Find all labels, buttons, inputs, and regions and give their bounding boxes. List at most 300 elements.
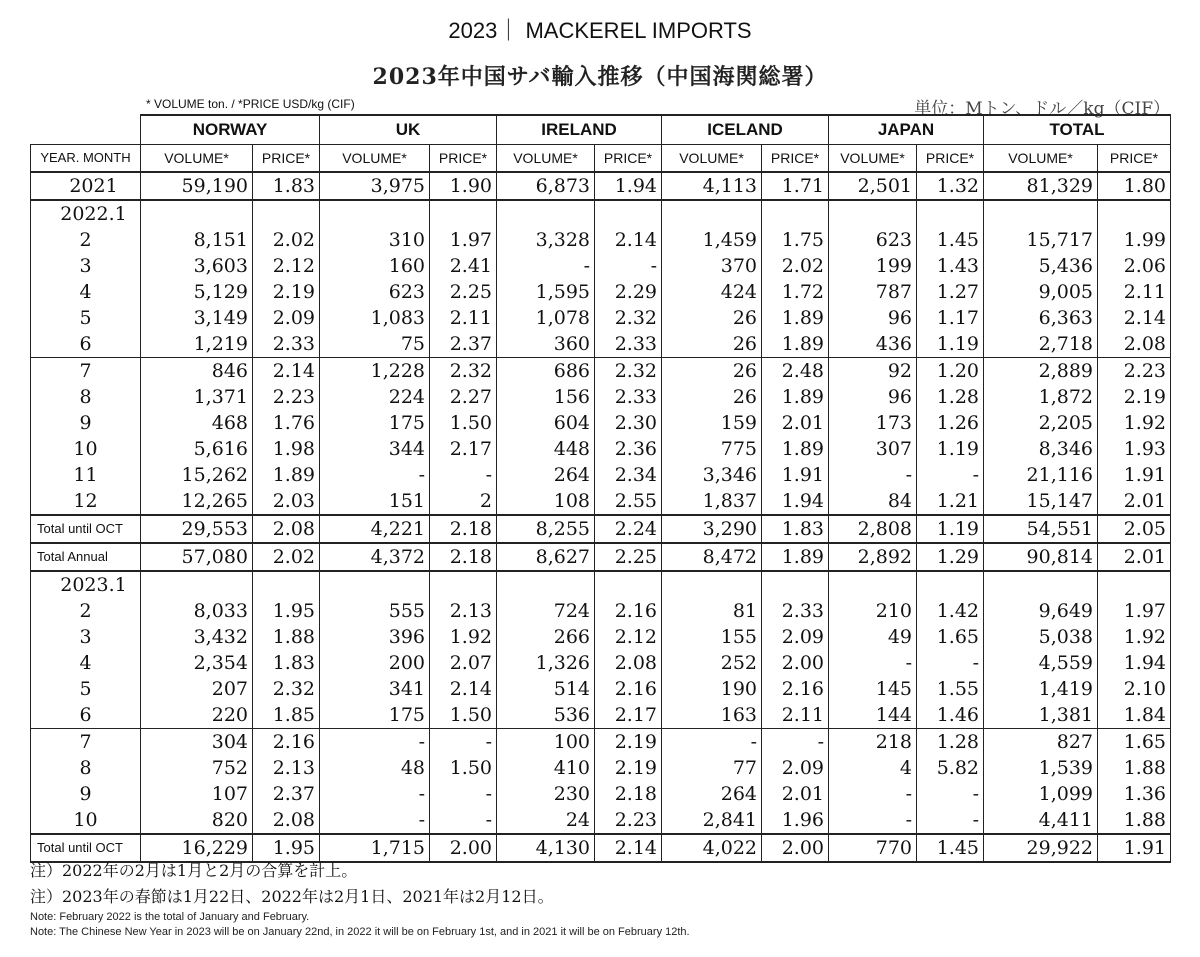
price-cell: 2.01 bbox=[762, 781, 829, 807]
volume-cell: 8,627 bbox=[497, 543, 595, 571]
price-cell: 1.20 bbox=[917, 358, 984, 385]
volume-cell: - bbox=[829, 650, 917, 676]
volume-cell: 252 bbox=[662, 650, 762, 676]
price-header: PRICE* bbox=[1098, 145, 1171, 173]
price-cell: 2.32 bbox=[430, 358, 497, 385]
year-month-cell: 2022.1 bbox=[31, 200, 141, 227]
price-cell: 2.32 bbox=[595, 358, 662, 385]
volume-cell: 12,265 bbox=[141, 488, 253, 515]
year-month-cell: 10 bbox=[31, 807, 141, 834]
volume-cell: 5,616 bbox=[141, 436, 253, 462]
year-month-cell: 3 bbox=[31, 253, 141, 279]
table-body bbox=[31, 172, 1171, 862]
price-cell: 2.07 bbox=[430, 650, 497, 676]
mackerel-imports-table bbox=[30, 114, 1171, 863]
volume-cell: 2,354 bbox=[141, 650, 253, 676]
price-cell: 1.21 bbox=[917, 488, 984, 515]
price-cell: 1.65 bbox=[917, 624, 984, 650]
volume-cell: 448 bbox=[497, 436, 595, 462]
country-header-japan: JAPAN bbox=[829, 115, 984, 145]
price-cell: 1.88 bbox=[253, 624, 320, 650]
price-cell: 2.01 bbox=[1098, 488, 1171, 515]
volume-header: VOLUME* bbox=[141, 145, 253, 173]
footnote-jp-2: 注）2023年の春節は1月22日、2022年は2月1日、2021年は2月12日。 bbox=[30, 887, 554, 906]
price-cell: 1.95 bbox=[253, 834, 320, 862]
volume-cell: 514 bbox=[497, 676, 595, 702]
volume-cell: 555 bbox=[320, 598, 430, 624]
volume-cell bbox=[662, 571, 762, 598]
volume-cell: 410 bbox=[497, 755, 595, 781]
volume-cell: 827 bbox=[984, 729, 1098, 756]
price-cell bbox=[253, 571, 320, 598]
volume-cell: 468 bbox=[141, 410, 253, 436]
price-cell: 2.16 bbox=[595, 598, 662, 624]
volume-cell: 787 bbox=[829, 279, 917, 305]
price-cell: 2.33 bbox=[762, 598, 829, 624]
year-month-cell: 4 bbox=[31, 650, 141, 676]
volume-cell: 199 bbox=[829, 253, 917, 279]
table-row bbox=[31, 305, 1171, 331]
price-cell: 1.46 bbox=[917, 702, 984, 729]
volume-cell: 4 bbox=[829, 755, 917, 781]
country-header-iceland: ICELAND bbox=[662, 115, 829, 145]
price-cell: 2.33 bbox=[595, 384, 662, 410]
country-header-ireland: IRELAND bbox=[497, 115, 662, 145]
column-header-row bbox=[31, 145, 1171, 173]
year-month-cell: 2023.1 bbox=[31, 571, 141, 598]
volume-cell: 4,372 bbox=[320, 543, 430, 571]
year-month-cell: 6 bbox=[31, 702, 141, 729]
table-row bbox=[31, 488, 1171, 515]
volume-cell: 3,432 bbox=[141, 624, 253, 650]
volume-cell: 536 bbox=[497, 702, 595, 729]
volume-cell: 846 bbox=[141, 358, 253, 385]
volume-cell: 48 bbox=[320, 755, 430, 781]
page-title: 2023｜ MACKEREL IMPORTS bbox=[448, 18, 752, 43]
price-cell: 1.84 bbox=[1098, 702, 1171, 729]
price-cell: 2.32 bbox=[595, 305, 662, 331]
volume-cell: 2,889 bbox=[984, 358, 1098, 385]
price-cell: 2.05 bbox=[1098, 515, 1171, 543]
table-row bbox=[31, 781, 1171, 807]
volume-cell: 770 bbox=[829, 834, 917, 862]
price-cell: 1.28 bbox=[917, 729, 984, 756]
price-cell: 1.32 bbox=[917, 172, 984, 200]
volume-cell: 4,113 bbox=[662, 172, 762, 200]
volume-header: VOLUME* bbox=[497, 145, 595, 173]
volume-cell: 310 bbox=[320, 227, 430, 253]
price-cell: 2.11 bbox=[1098, 279, 1171, 305]
country-header-total: TOTAL bbox=[984, 115, 1171, 145]
volume-cell: 2,205 bbox=[984, 410, 1098, 436]
price-cell: 5.82 bbox=[917, 755, 984, 781]
volume-cell: 26 bbox=[662, 358, 762, 385]
price-cell: 2.16 bbox=[253, 729, 320, 756]
volume-cell: 1,595 bbox=[497, 279, 595, 305]
price-cell: 1.97 bbox=[430, 227, 497, 253]
volume-header: VOLUME* bbox=[829, 145, 917, 173]
price-cell: 1.92 bbox=[1098, 624, 1171, 650]
year-month-header: YEAR. MONTH bbox=[31, 145, 141, 173]
price-cell: 2.17 bbox=[430, 436, 497, 462]
price-cell: 2.19 bbox=[1098, 384, 1171, 410]
price-cell: 1.91 bbox=[1098, 834, 1171, 862]
price-cell: 1.45 bbox=[917, 227, 984, 253]
volume-cell: 2,892 bbox=[829, 543, 917, 571]
price-cell: 1.96 bbox=[762, 807, 829, 834]
price-cell: - bbox=[430, 729, 497, 756]
year-month-cell: 8 bbox=[31, 755, 141, 781]
volume-cell: 9,649 bbox=[984, 598, 1098, 624]
price-cell: 1.91 bbox=[762, 462, 829, 488]
price-cell: 2.41 bbox=[430, 253, 497, 279]
volume-cell: 190 bbox=[662, 676, 762, 702]
volume-cell: 81,329 bbox=[984, 172, 1098, 200]
volume-cell: 424 bbox=[662, 279, 762, 305]
price-cell: 2.33 bbox=[253, 331, 320, 358]
volume-cell: 155 bbox=[662, 624, 762, 650]
volume-cell: 16,229 bbox=[141, 834, 253, 862]
price-cell: - bbox=[430, 462, 497, 488]
volume-cell: - bbox=[320, 807, 430, 834]
volume-cell: 96 bbox=[829, 384, 917, 410]
volume-cell: 724 bbox=[497, 598, 595, 624]
volume-cell: 3,975 bbox=[320, 172, 430, 200]
volume-cell: 1,099 bbox=[984, 781, 1098, 807]
country-header-uk: UK bbox=[320, 115, 497, 145]
price-header: PRICE* bbox=[595, 145, 662, 173]
price-cell: 1.50 bbox=[430, 410, 497, 436]
price-cell: 1.94 bbox=[762, 488, 829, 515]
volume-cell: 175 bbox=[320, 702, 430, 729]
volume-cell: 9,005 bbox=[984, 279, 1098, 305]
year-month-cell: 2021 bbox=[31, 172, 141, 200]
price-cell: 2.37 bbox=[253, 781, 320, 807]
table-row bbox=[31, 462, 1171, 488]
price-cell: 1.89 bbox=[762, 305, 829, 331]
price-cell: 2.13 bbox=[430, 598, 497, 624]
volume-header: VOLUME* bbox=[662, 145, 762, 173]
year-month-cell: 2 bbox=[31, 598, 141, 624]
table-row bbox=[31, 676, 1171, 702]
price-cell: 2.14 bbox=[430, 676, 497, 702]
price-cell: 2.33 bbox=[595, 331, 662, 358]
volume-cell bbox=[984, 200, 1098, 227]
volume-cell: 304 bbox=[141, 729, 253, 756]
volume-cell: 623 bbox=[829, 227, 917, 253]
price-cell: 2.14 bbox=[253, 358, 320, 385]
price-cell: 2.11 bbox=[430, 305, 497, 331]
volume-cell: 107 bbox=[141, 781, 253, 807]
price-cell: 1.88 bbox=[1098, 807, 1171, 834]
volume-cell: 1,837 bbox=[662, 488, 762, 515]
volume-cell: 1,381 bbox=[984, 702, 1098, 729]
volume-cell bbox=[662, 200, 762, 227]
price-cell: - bbox=[595, 253, 662, 279]
table-row bbox=[31, 384, 1171, 410]
price-cell: 2.12 bbox=[253, 253, 320, 279]
price-cell: 2.27 bbox=[430, 384, 497, 410]
volume-cell: 1,326 bbox=[497, 650, 595, 676]
country-header-norway: NORWAY bbox=[141, 115, 320, 145]
table-row bbox=[31, 200, 1171, 227]
year-month-cell: 2 bbox=[31, 227, 141, 253]
price-cell: 2.13 bbox=[253, 755, 320, 781]
price-cell: 1.92 bbox=[430, 624, 497, 650]
volume-cell: 264 bbox=[497, 462, 595, 488]
price-cell: 1.95 bbox=[253, 598, 320, 624]
price-cell: 1.19 bbox=[917, 331, 984, 358]
price-cell: 1.98 bbox=[253, 436, 320, 462]
volume-cell: - bbox=[829, 781, 917, 807]
year-month-cell: 7 bbox=[31, 358, 141, 385]
volume-cell bbox=[829, 200, 917, 227]
price-header: PRICE* bbox=[430, 145, 497, 173]
year-month-cell: 8 bbox=[31, 384, 141, 410]
table-row bbox=[31, 331, 1171, 358]
price-cell bbox=[762, 200, 829, 227]
volume-cell: 200 bbox=[320, 650, 430, 676]
volume-cell: 24 bbox=[497, 807, 595, 834]
volume-cell: 151 bbox=[320, 488, 430, 515]
header-spacer bbox=[31, 115, 141, 145]
volume-header: VOLUME* bbox=[320, 145, 430, 173]
volume-cell: 5,129 bbox=[141, 279, 253, 305]
price-cell: 2.37 bbox=[430, 331, 497, 358]
price-cell bbox=[253, 200, 320, 227]
volume-cell: 224 bbox=[320, 384, 430, 410]
price-cell: 2.02 bbox=[253, 543, 320, 571]
price-cell: 1.99 bbox=[1098, 227, 1171, 253]
year-month-cell: 9 bbox=[31, 410, 141, 436]
price-cell: 1.85 bbox=[253, 702, 320, 729]
price-cell: 2.23 bbox=[1098, 358, 1171, 385]
volume-cell: 49 bbox=[829, 624, 917, 650]
volume-cell: 4,559 bbox=[984, 650, 1098, 676]
price-cell: 1.65 bbox=[1098, 729, 1171, 756]
volume-cell: 15,262 bbox=[141, 462, 253, 488]
price-cell: 2.19 bbox=[253, 279, 320, 305]
price-cell: 1.90 bbox=[430, 172, 497, 200]
price-cell: 1.94 bbox=[595, 172, 662, 200]
volume-cell bbox=[497, 571, 595, 598]
table-row bbox=[31, 650, 1171, 676]
volume-cell: 360 bbox=[497, 331, 595, 358]
table-row bbox=[31, 253, 1171, 279]
volume-cell: 4,221 bbox=[320, 515, 430, 543]
volume-cell: - bbox=[320, 781, 430, 807]
price-cell: 1.19 bbox=[917, 436, 984, 462]
volume-cell: 220 bbox=[141, 702, 253, 729]
year-month-cell: 6 bbox=[31, 331, 141, 358]
price-cell: 2.23 bbox=[253, 384, 320, 410]
price-cell: 1.36 bbox=[1098, 781, 1171, 807]
volume-cell: 59,190 bbox=[141, 172, 253, 200]
volume-cell: 1,078 bbox=[497, 305, 595, 331]
price-cell: - bbox=[917, 462, 984, 488]
volume-cell: 2,501 bbox=[829, 172, 917, 200]
price-cell: 2.03 bbox=[253, 488, 320, 515]
price-cell: 2.36 bbox=[595, 436, 662, 462]
footnote-en-1: Note: February 2022 is the total of January and February. bbox=[30, 911, 310, 923]
price-cell: 2.12 bbox=[595, 624, 662, 650]
volume-cell: 26 bbox=[662, 384, 762, 410]
price-cell: 1.29 bbox=[917, 543, 984, 571]
volume-cell: 57,080 bbox=[141, 543, 253, 571]
price-cell: 1.89 bbox=[762, 543, 829, 571]
volume-cell: - bbox=[320, 462, 430, 488]
table-row bbox=[31, 410, 1171, 436]
volume-cell: 623 bbox=[320, 279, 430, 305]
price-cell: - bbox=[430, 781, 497, 807]
year-month-cell: 11 bbox=[31, 462, 141, 488]
volume-cell: 3,346 bbox=[662, 462, 762, 488]
price-cell: 1.27 bbox=[917, 279, 984, 305]
page-subtitle: 2023年中国サバ輸入推移（中国海関総署） bbox=[372, 64, 828, 90]
volume-cell: 1,539 bbox=[984, 755, 1098, 781]
volume-cell: 108 bbox=[497, 488, 595, 515]
price-cell: 1.94 bbox=[1098, 650, 1171, 676]
volume-cell: 15,717 bbox=[984, 227, 1098, 253]
year-month-cell: 3 bbox=[31, 624, 141, 650]
volume-cell: 307 bbox=[829, 436, 917, 462]
price-cell: 1.42 bbox=[917, 598, 984, 624]
price-cell: 2.16 bbox=[595, 676, 662, 702]
volume-cell: 21,116 bbox=[984, 462, 1098, 488]
price-cell: 2.24 bbox=[595, 515, 662, 543]
price-cell bbox=[595, 200, 662, 227]
volume-cell: 2,808 bbox=[829, 515, 917, 543]
volume-cell: 77 bbox=[662, 755, 762, 781]
units-note-jp: 単位：Mトン、ドル／kg（CIF） bbox=[914, 99, 1170, 119]
volume-cell: 2,718 bbox=[984, 331, 1098, 358]
volume-cell: 84 bbox=[829, 488, 917, 515]
price-cell: 1.17 bbox=[917, 305, 984, 331]
price-cell: 1.80 bbox=[1098, 172, 1171, 200]
volume-cell: 3,290 bbox=[662, 515, 762, 543]
price-cell: 1.75 bbox=[762, 227, 829, 253]
volume-cell: 820 bbox=[141, 807, 253, 834]
volume-cell bbox=[141, 200, 253, 227]
price-cell: 2.09 bbox=[762, 755, 829, 781]
price-cell: - bbox=[917, 807, 984, 834]
table-row bbox=[31, 227, 1171, 253]
price-cell: 2.14 bbox=[595, 227, 662, 253]
price-cell: 1.88 bbox=[1098, 755, 1171, 781]
volume-cell: 1,083 bbox=[320, 305, 430, 331]
price-cell: 2.25 bbox=[595, 543, 662, 571]
volume-cell: 4,411 bbox=[984, 807, 1098, 834]
table-row bbox=[31, 436, 1171, 462]
year-month-cell: Total until OCT bbox=[31, 834, 141, 862]
price-cell: 1.92 bbox=[1098, 410, 1171, 436]
price-cell bbox=[762, 571, 829, 598]
volume-cell: 8,472 bbox=[662, 543, 762, 571]
price-cell: 2.00 bbox=[430, 834, 497, 862]
year-month-cell: 10 bbox=[31, 436, 141, 462]
volume-cell: 1,371 bbox=[141, 384, 253, 410]
volume-cell: 264 bbox=[662, 781, 762, 807]
price-cell: 2.08 bbox=[253, 807, 320, 834]
volume-cell: 159 bbox=[662, 410, 762, 436]
table-row bbox=[31, 515, 1171, 543]
volume-cell: 15,147 bbox=[984, 488, 1098, 515]
volume-cell: 436 bbox=[829, 331, 917, 358]
table-row bbox=[31, 358, 1171, 385]
price-cell: 2.34 bbox=[595, 462, 662, 488]
price-cell: 2.01 bbox=[1098, 543, 1171, 571]
price-cell: 2.23 bbox=[595, 807, 662, 834]
price-cell bbox=[917, 200, 984, 227]
price-cell: 1.72 bbox=[762, 279, 829, 305]
price-cell: 2.11 bbox=[762, 702, 829, 729]
volume-cell: 144 bbox=[829, 702, 917, 729]
price-cell: 2.08 bbox=[595, 650, 662, 676]
price-cell: 1.83 bbox=[762, 515, 829, 543]
country-header-row bbox=[31, 115, 1171, 145]
volume-cell: 752 bbox=[141, 755, 253, 781]
price-cell: 2.19 bbox=[595, 729, 662, 756]
price-cell: 1.89 bbox=[762, 436, 829, 462]
year-month-cell: 7 bbox=[31, 729, 141, 756]
price-cell: 2.01 bbox=[762, 410, 829, 436]
volume-cell: 218 bbox=[829, 729, 917, 756]
price-cell: 2.08 bbox=[1098, 331, 1171, 358]
price-cell: 1.89 bbox=[253, 462, 320, 488]
volume-cell: 3,603 bbox=[141, 253, 253, 279]
price-cell: 2.09 bbox=[253, 305, 320, 331]
price-cell bbox=[430, 571, 497, 598]
volume-cell: 5,436 bbox=[984, 253, 1098, 279]
volume-cell: 3,328 bbox=[497, 227, 595, 253]
price-cell bbox=[595, 571, 662, 598]
volume-cell: 396 bbox=[320, 624, 430, 650]
volume-cell: 341 bbox=[320, 676, 430, 702]
volume-cell: 266 bbox=[497, 624, 595, 650]
price-cell: 2.29 bbox=[595, 279, 662, 305]
price-cell: - bbox=[762, 729, 829, 756]
price-cell: 2.02 bbox=[253, 227, 320, 253]
volume-cell: 29,922 bbox=[984, 834, 1098, 862]
volume-cell bbox=[320, 200, 430, 227]
volume-cell bbox=[141, 571, 253, 598]
table-row bbox=[31, 172, 1171, 200]
volume-cell bbox=[497, 200, 595, 227]
volume-cell: 90,814 bbox=[984, 543, 1098, 571]
table-row bbox=[31, 543, 1171, 571]
volume-cell: 686 bbox=[497, 358, 595, 385]
price-cell: 2.17 bbox=[595, 702, 662, 729]
volume-cell: 96 bbox=[829, 305, 917, 331]
price-cell: 2.02 bbox=[762, 253, 829, 279]
price-cell: 2.09 bbox=[762, 624, 829, 650]
price-cell: 1.26 bbox=[917, 410, 984, 436]
price-cell: 2.48 bbox=[762, 358, 829, 385]
volume-cell: 54,551 bbox=[984, 515, 1098, 543]
table-row bbox=[31, 571, 1171, 598]
volume-cell: 5,038 bbox=[984, 624, 1098, 650]
footnote-en-2: Note: The Chinese New Year in 2023 will be on January 22nd, in 2022 it will be on February 1st, and in 2021 it will be on February 12th. bbox=[30, 926, 690, 938]
price-cell: 2.18 bbox=[430, 515, 497, 543]
volume-cell: 6,873 bbox=[497, 172, 595, 200]
table-row bbox=[31, 702, 1171, 729]
year-month-cell: 5 bbox=[31, 676, 141, 702]
price-cell: 1.93 bbox=[1098, 436, 1171, 462]
table-row bbox=[31, 279, 1171, 305]
price-cell: 1.28 bbox=[917, 384, 984, 410]
volume-cell: 173 bbox=[829, 410, 917, 436]
volume-cell: 29,553 bbox=[141, 515, 253, 543]
